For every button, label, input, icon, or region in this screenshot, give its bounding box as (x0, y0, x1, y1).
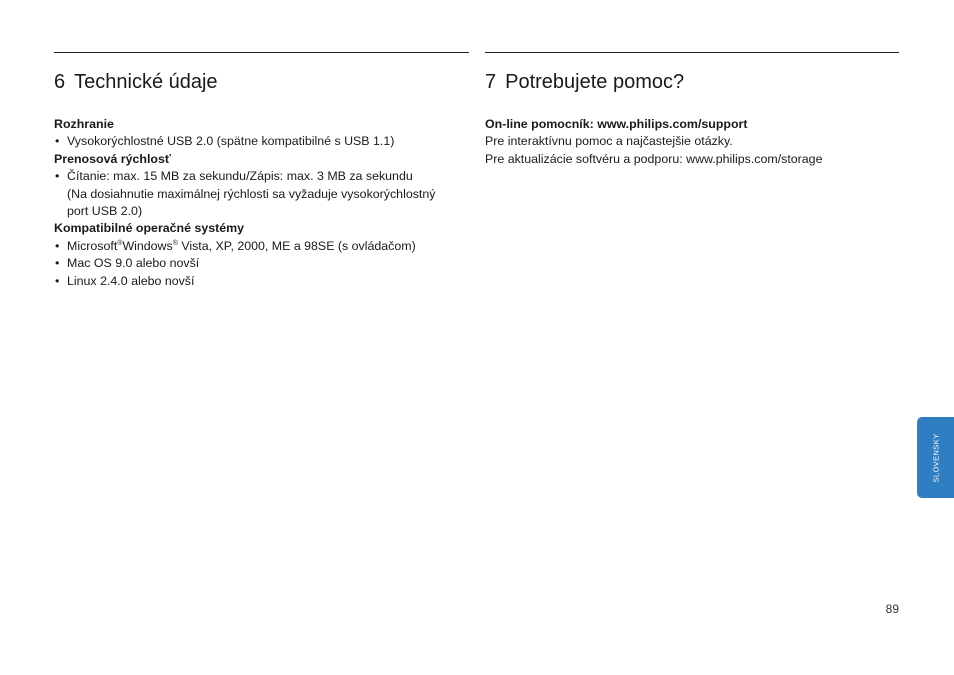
subheading-interface: Rozhranie (54, 117, 114, 131)
list-item-line: • Čítanie: max. 15 MB za sekundu/Zápis: max. 3 MB za sekundu (67, 169, 413, 184)
paragraph: Pre interaktívnu pomoc a najčastejšie otázky. (485, 134, 733, 149)
registered-mark: ® (117, 239, 123, 247)
section-title-text: Technické údaje (74, 71, 218, 93)
section-title-need-help (485, 53, 899, 97)
list-item (54, 238, 469, 255)
subheading-compatible-os: Kompatibilné operačné systémy (54, 221, 245, 236)
section-title-technical-specs (54, 53, 469, 97)
text-fragment: Vista, XP, 2000, ME a 98SE (s ovládačom) (177, 238, 416, 253)
list-item: • Linux 2.4.0 alebo novší (54, 273, 469, 290)
language-tab-label: SLOVENSKY (931, 432, 940, 483)
list-item-line: (Na dosiahnutie maximálnej rýchlosti sa vyžaduje vysokorýchlostný (67, 186, 436, 201)
section-number: 7 (485, 71, 497, 93)
section-number: 6 (54, 71, 66, 93)
section-body (54, 116, 469, 290)
page-number: 89 (885, 602, 899, 616)
paragraph: Pre aktualizácie softvéru a podporu: www.philips.com/storage (485, 151, 823, 166)
text-fragment: Windows (122, 238, 173, 253)
section-title-text: Potrebujete pomoc? (505, 71, 685, 93)
list-item (54, 168, 469, 220)
list-item-line: port USB 2.0) (67, 204, 143, 219)
registered-mark: ® (172, 239, 178, 247)
list-item: • Mac OS 9.0 alebo novší (54, 255, 469, 272)
section-technical-specs (54, 52, 469, 290)
section-need-help (485, 52, 899, 168)
section-body (485, 116, 899, 168)
subheading-transfer-rate: Prenosová rýchlosť (54, 151, 171, 166)
language-tab (917, 417, 954, 498)
list-item: • Vysokorýchlostné USB 2.0 (spätne kompatibilné s USB 1.1) (54, 133, 469, 150)
text-fragment: Microsoft (67, 238, 118, 253)
subheading-online-help: On-line pomocník: www.philips.com/support (485, 117, 748, 131)
